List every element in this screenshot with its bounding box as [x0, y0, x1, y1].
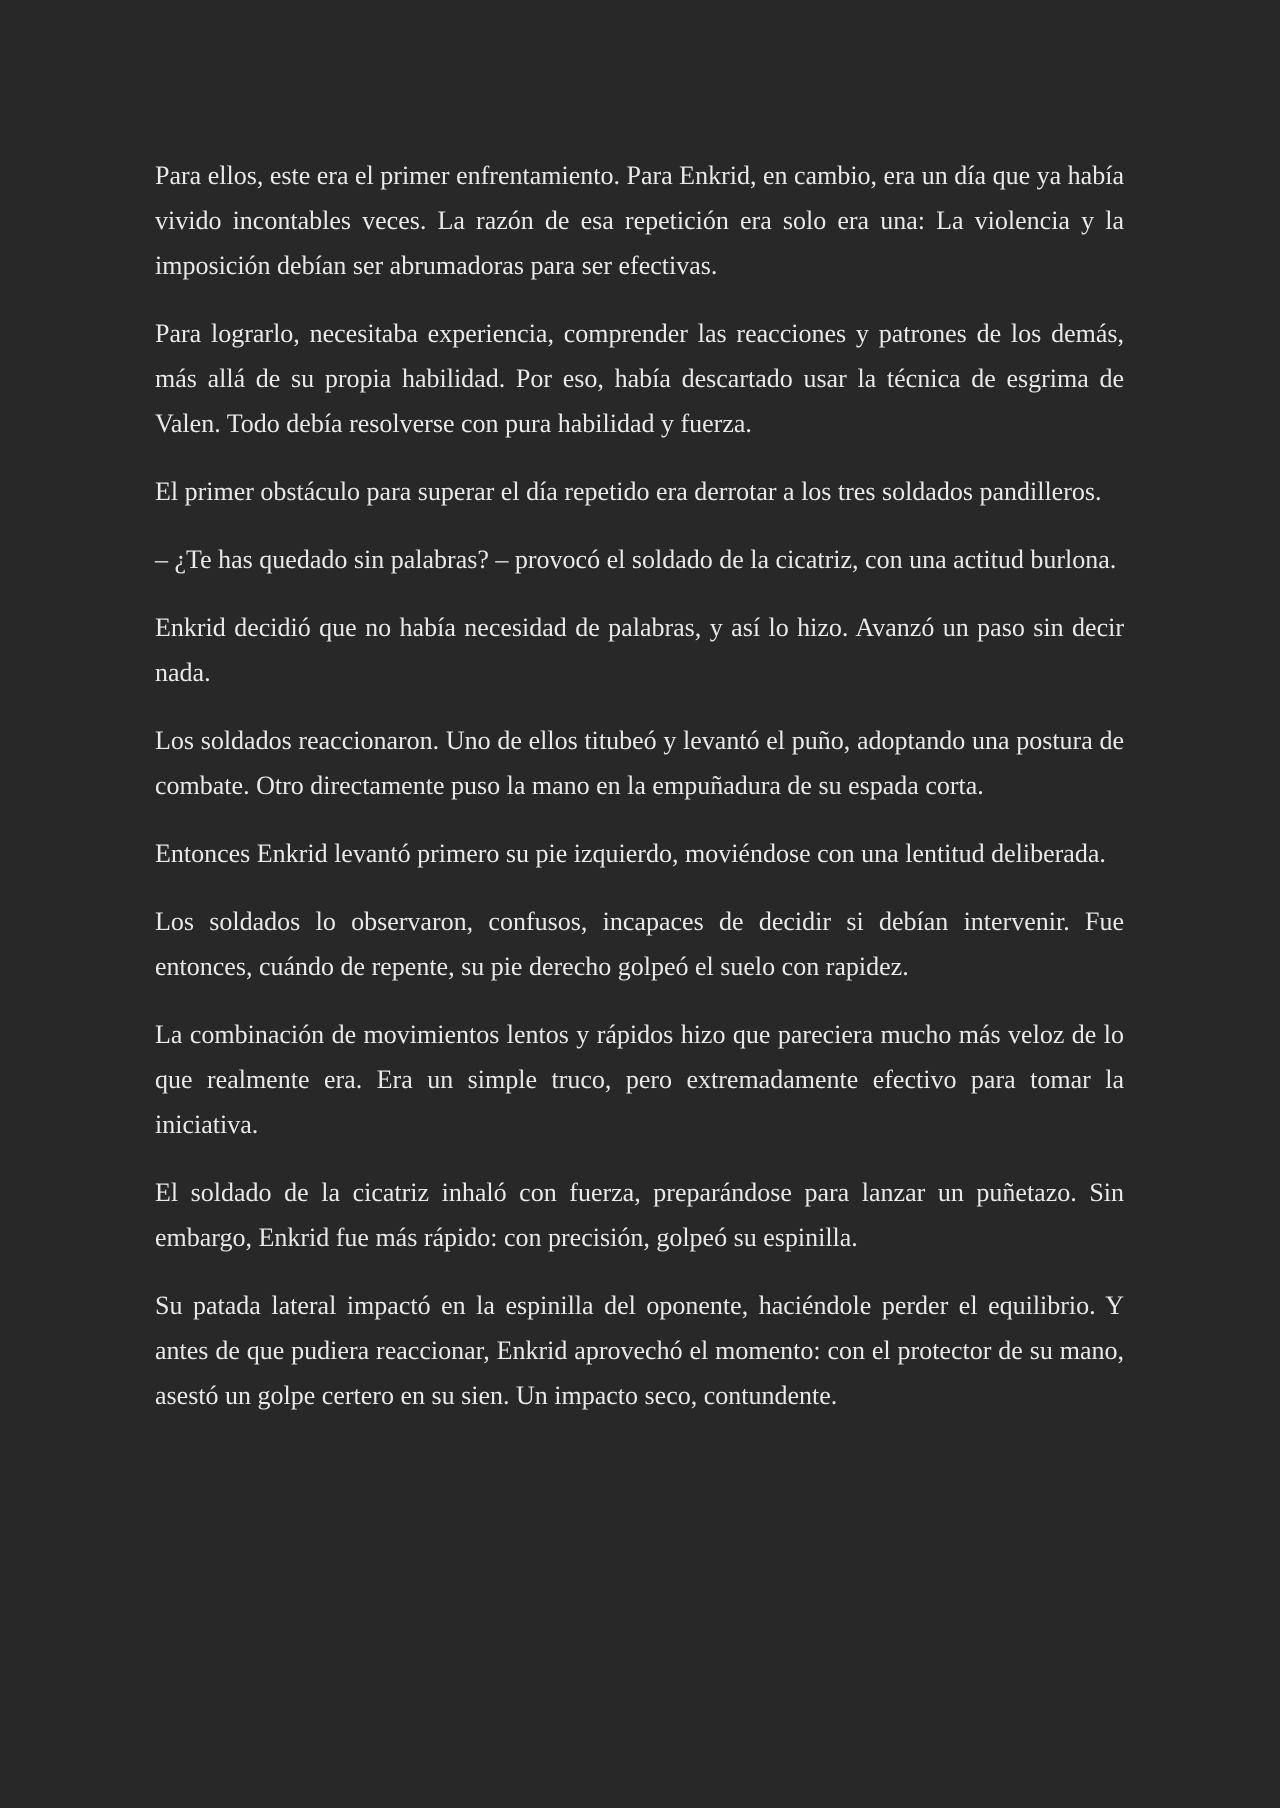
paragraph-7: Entonces Enkrid levantó primero su pie izquierdo, moviéndose con una lentitud deliberada. — [155, 839, 1106, 868]
paragraph-2: Para lograrlo, necesitaba experiencia, comprender las reacciones y patrones de los demás, más allá de su propia habilidad. Por eso, había descartado usar la técnica de esgrima de Valen. Todo debía resolverse con pura habilidad y fuerza. — [155, 319, 1124, 438]
paragraph-6: Los soldados reaccionaron. Uno de ellos titubeó y levantó el puño, adoptando una postura de combate. Otro directamente puso la mano en la empuñadura de su espada corta. — [155, 726, 1124, 800]
paragraph-10: El soldado de la cicatriz inhaló con fuerza, preparándose para lanzar un puñetazo. Sin embargo, Enkrid fue más rápido: con precisión, golpeó su espinilla. — [155, 1178, 1124, 1252]
paragraph-5: Enkrid decidió que no había necesidad de palabras, y así lo hizo. Avanzó un paso sin decir nada. — [155, 613, 1124, 687]
story-text — [155, 153, 1124, 1441]
paragraph-4: – ¿Te has quedado sin palabras? – provocó el soldado de la cicatriz, con una actitud burlona. — [155, 545, 1117, 574]
paragraph-11: Su patada lateral impactó en la espinilla del oponente, haciéndole perder el equilibrio. Y antes de que pudiera reaccionar, Enkrid aprovechó el momento: con el protector de su mano, asestó un golpe certero en su sien. Un impacto seco, contundente. — [155, 1291, 1124, 1410]
paragraph-3: El primer obstáculo para superar el día repetido era derrotar a los tres soldados pandilleros. — [155, 477, 1102, 506]
paragraph-1: Para ellos, este era el primer enfrentamiento. Para Enkrid, en cambio, era un día que ya había vivido incontables veces. La razón de esa repetición era solo era una: La violencia y la imposición debían ser abrumadoras para ser efectivas. — [155, 161, 1124, 280]
paragraph-8: Los soldados lo observaron, confusos, incapaces de decidir si debían intervenir. Fue entonces, cuándo de repente, su pie derecho golpeó el suelo con rapidez. — [155, 907, 1124, 981]
paragraph-9: La combinación de movimientos lentos y rápidos hizo que pareciera mucho más veloz de lo que realmente era. Era un simple truco, pero extremadamente efectivo para tomar la iniciativa. — [155, 1020, 1124, 1139]
